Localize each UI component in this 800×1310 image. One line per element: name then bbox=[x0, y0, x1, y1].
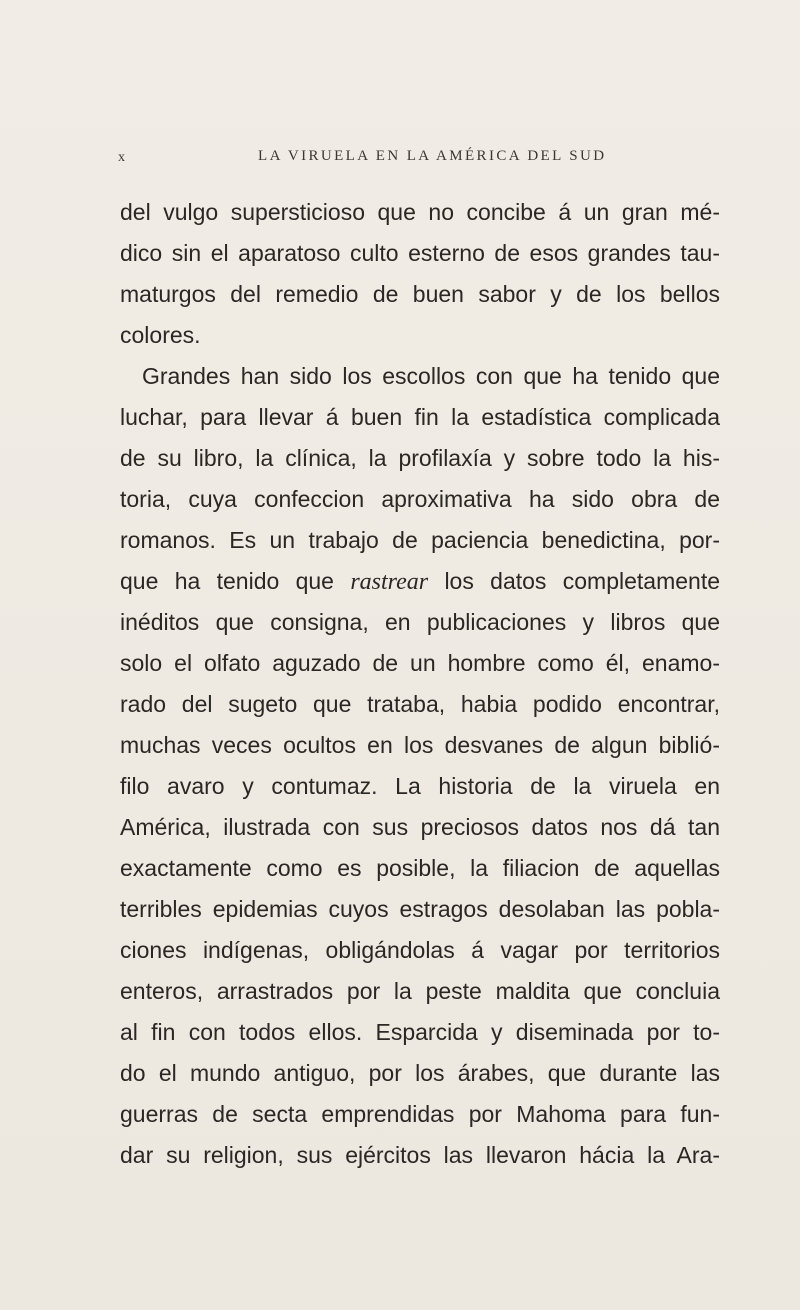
body-text bbox=[120, 192, 720, 1176]
text-line: filo avaro y contumaz. La historia de la viruela en bbox=[120, 773, 720, 799]
text-line: guerras de secta emprendidas por Mahoma para fun- bbox=[120, 1101, 720, 1127]
text-line: luchar, para llevar á buen fin la estadística complicada bbox=[120, 404, 720, 430]
text-line: terribles epidemias cuyos estragos desolaban las pobla- bbox=[120, 896, 720, 922]
text-line: al fin con todos ellos. Esparcida y diseminada por to- bbox=[120, 1019, 720, 1045]
paragraph-start-line: Grandes han sido los escollos con que ha tenido que bbox=[142, 363, 720, 389]
text-segment: los datos completamente bbox=[444, 568, 721, 594]
text-line: toria, cuya confeccion aproximativa ha sido obra de bbox=[120, 486, 720, 512]
text-line: maturgos del remedio de buen sabor y de los bellos bbox=[120, 281, 720, 307]
text-line: inéditos que consigna, en publicaciones y libros que bbox=[120, 609, 720, 635]
page-number: x bbox=[118, 150, 126, 165]
text-line: dar su religion, sus ejércitos las llevaron hácia la Ara- bbox=[120, 1142, 720, 1168]
text-line: América, ilustrada con sus preciosos datos nos dá tan bbox=[120, 814, 720, 840]
text-line: muchas veces ocultos en los desvanes de algun biblió- bbox=[120, 732, 720, 758]
text-line: enteros, arrastrados por la peste maldita que concluia bbox=[120, 978, 720, 1004]
text-line: colores. bbox=[120, 322, 201, 348]
running-title: LA VIRUELA EN LA AMÉRICA DEL SUD bbox=[258, 148, 607, 164]
text-line-with-italic bbox=[120, 561, 720, 602]
text-line: ciones indígenas, obligándolas á vagar por territorios bbox=[120, 937, 720, 963]
text-line: del vulgo supersticioso que no concibe á un gran mé- bbox=[120, 199, 720, 225]
text-line: do el mundo antiguo, por los árabes, que durante las bbox=[120, 1060, 720, 1086]
text-line: de su libro, la clínica, la profilaxía y sobre todo la his- bbox=[120, 445, 720, 471]
text-line: romanos. Es un trabajo de paciencia benedictina, por- bbox=[120, 527, 720, 553]
text-line: dico sin el aparatoso culto esterno de esos grandes tau- bbox=[120, 240, 720, 266]
text-line: rado del sugeto que trataba, habia podido encontrar, bbox=[120, 691, 720, 717]
text-line: solo el olfato aguzado de un hombre como él, enamo- bbox=[120, 650, 720, 676]
page-header bbox=[0, 150, 800, 170]
text-segment: que ha tenido que bbox=[120, 568, 334, 594]
italic-word: rastrear bbox=[350, 569, 429, 595]
text-line: exactamente como es posible, la filiacion de aquellas bbox=[120, 855, 720, 881]
